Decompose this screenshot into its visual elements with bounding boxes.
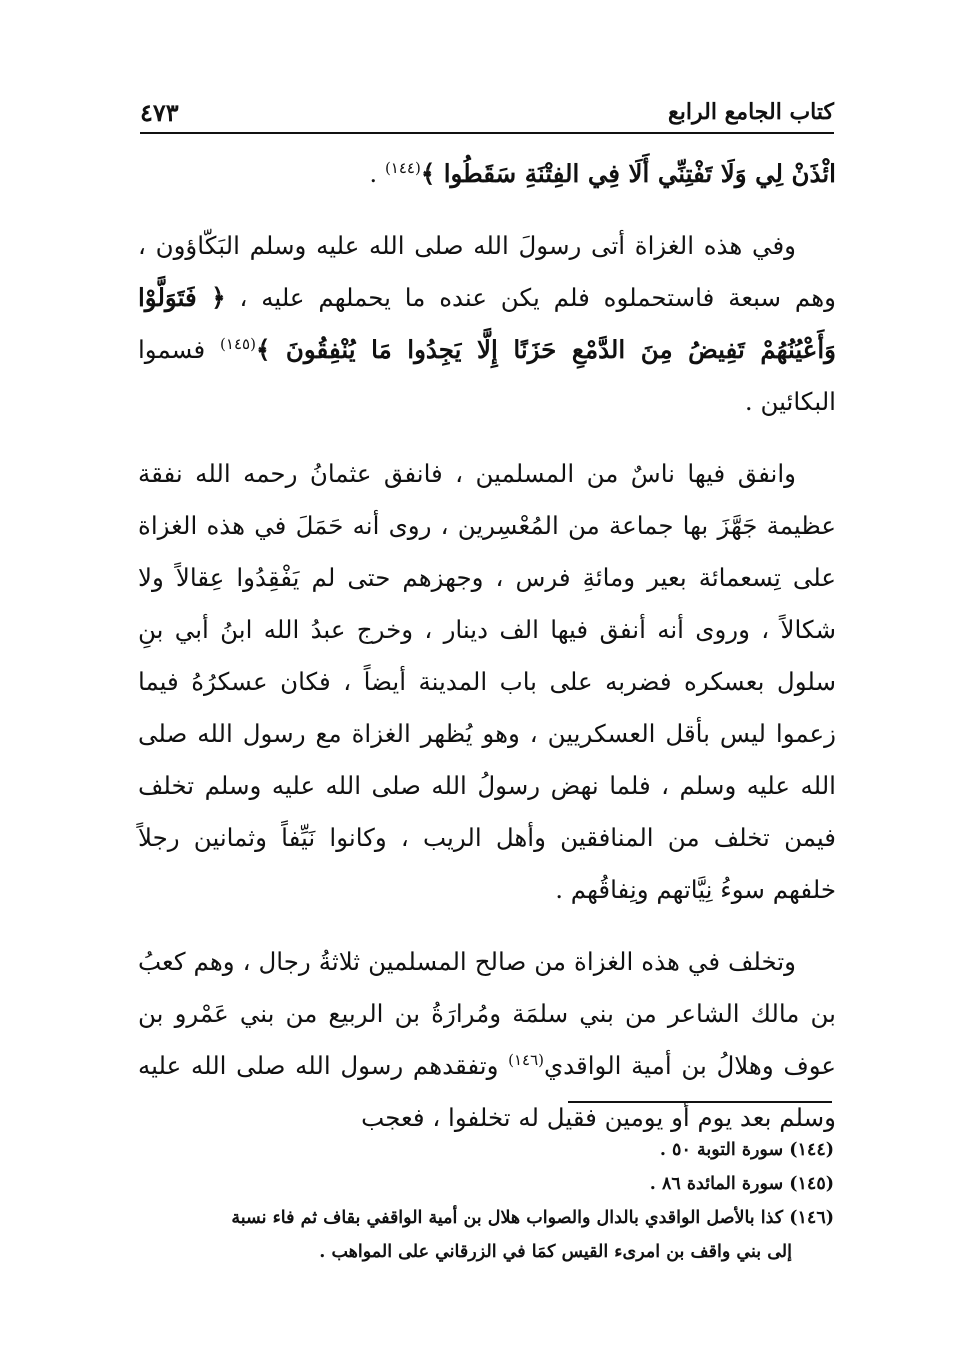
footnote-ref: (١٤٤) [384,158,421,177]
quran-open-bracket: ﴿ [211,283,226,312]
paragraph-tail: وتفقدهم رسول الله صلى الله عليه وسلم بعد يوم أو يومين فقيل له تخلفوا ، فعجب [138,1051,836,1132]
footnote-item-continuation: إلى بني واقف بن امرىء القيس كمَا في الزرقاني على المواهب . [319,1242,792,1262]
footnote-item: (١٤٦) كذا بالأصل الواقدي بالدال والصواب هلال بن أمية الواقفي بقاف ثم فاء نسبة [231,1208,834,1228]
paragraph-quran-continuation [138,148,836,200]
footnotes [140,1133,834,1269]
paragraph-tail: . [369,159,385,188]
paragraph-bakkaun [138,220,836,428]
book-title: كتاب الجامع الرابع [668,99,834,125]
footnote-ref: (١٤٥) [220,334,256,353]
paragraph-three-men [138,936,836,1144]
footnote-ref: (١٤٦) [508,1050,544,1069]
footnote-item: (١٤٤) سورة التوبة ٥٠ . [659,1140,834,1160]
quran-verse: ائْذَنْ لِي وَلَا تَفْتِنِّي أَلَا فِي الفِتْنَةِ سَقَطُوا ﴾ [420,159,836,188]
footnote-divider [568,1101,832,1103]
paragraph-lead: وتخلف في هذه الغزاة من صالح المسلمين ثلاثةُ رجال ، وهم كعبُ بن مالك الشاعر من بني سلمَة ومُرارَةُ بن الربيع من بني عَمْرو بن عوف وهلالُ بن أمية الواقدي [138,947,837,1080]
body-text [138,148,836,1144]
paragraph-tail: فسموا البكائين . [138,335,836,416]
running-header [140,92,834,134]
footnote-item: (١٤٥) سورة المائدة ٨٦ . [649,1174,834,1194]
quran-verse: فَتَوَلَّوْا وَأَعْيُنُهُمْ تَفِيضُ مِنَ الدَّمْعِ حَزَنًا إِلَّا يَجِدُوا مَا يُنْفِقُونَ ﴾ [138,283,837,364]
paragraph-lead: وفي هذه الغزاة أتى رسولَ الله صلى الله عليه وسلم البَكّاؤون ، وهم سبعة فاستحملوه فلم يكن عنده ما يحملهم عليه ، [138,231,836,312]
paragraph-spending: وانفق فيها ناسٌ من المسلمين ، فانفق عثمانُ رحمه الله نفقة عظيمة جَهَّزَ بها جماعة من المُعْسِرين ، روى أنه حَمَلَ في هذه الغزاة على تِسعمائة بعير ومائةِ فرس ، وجهزهم حتى لم يَفْقِدُوا عِقالاً ولا شكالاً ، وروى أنه أنفق فيها الف دينار ، وخرج عبدُ الله ابنُ أبي بنِ سلول بعسكره فضربه على باب المدينة أيضاً ، فكان عسكرُهُ فيما زعموا ليس بأقل العسكريين ، وهو يُظهر الغزاة مع رسول الله صلى الله عليه وسلم ، فلما نهض رسولُ الله صلى الله عليه وسلم تخلف فيمن تخلف من المنافقين وأهل الريب ، وكانوا نَيِّفاً وثمانين رجلاً خلفهم سوءُ نِيَّاتهم ونِفاقُهم . [138,459,836,904]
page-number: ٤٧٣ [140,97,179,127]
